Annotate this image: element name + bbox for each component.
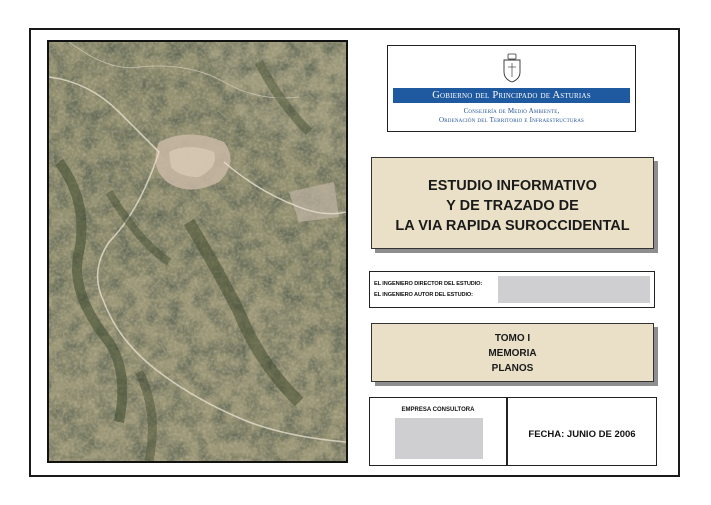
director-engineer-label: EL INGENIERO DIRECTOR DEL ESTUDIO: (374, 281, 483, 287)
consultancy-logo-redacted (395, 418, 483, 459)
coat-of-arms-icon (501, 53, 523, 83)
date-text: FECHA: JUNIO DE 2006 (528, 429, 636, 440)
study-title-line-2: Y DE TRAZADO DE (446, 198, 579, 214)
department-line-2: Ordenación del Territorio e Infraestructuras (438, 116, 585, 124)
study-title-panel (371, 157, 654, 249)
department-line-1: Consejería de Medio Ambiente, (463, 107, 560, 115)
study-title-line-3: LA VIA RAPIDA SUROCCIDENTAL (395, 218, 630, 234)
engineers-panel (369, 271, 655, 308)
author-engineer-label: EL INGENIERO AUTOR DEL ESTUDIO: (374, 292, 473, 298)
aerial-photo (47, 40, 348, 463)
volume-number: TOMO I (494, 333, 531, 344)
volume-panel (371, 323, 654, 382)
consultancy-label: EMPRESA CONSULTORA (401, 407, 475, 413)
government-name: Gobierno del Principado de Asturias (393, 88, 630, 103)
volume-section-1: MEMORIA (488, 348, 537, 359)
study-title-line-1: ESTUDIO INFORMATIVO (428, 178, 597, 194)
volume-section-2: PLANOS (491, 363, 534, 374)
engineer-names-redacted (498, 276, 650, 303)
consultancy-date-panel (369, 397, 657, 466)
government-header (387, 45, 636, 132)
